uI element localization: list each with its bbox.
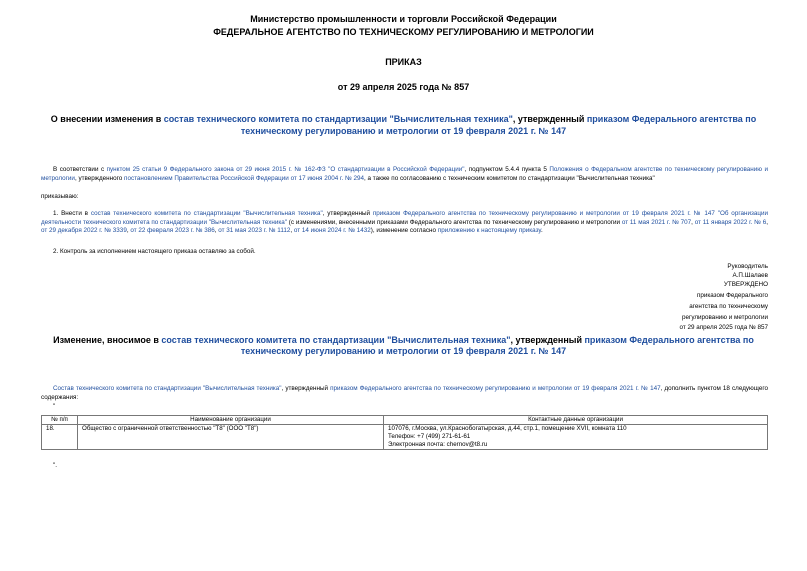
col-name-header: Наименование организации xyxy=(78,416,384,425)
link-appendix[interactable]: приложению к настоящему приказу xyxy=(437,227,541,235)
title-link-order-147[interactable]: приказом Федерального агентства по xyxy=(586,114,757,124)
link-federal-law-162[interactable]: пунктом 25 статьи 9 Федерального закона от 29 июня 2015 г. № 162-ФЗ "О стандартизации в Российской Федерации" xyxy=(106,166,465,173)
row-number: 18. xyxy=(42,425,78,450)
col-number-header: № п/п xyxy=(42,416,78,425)
link-order-6[interactable]: от 11 января 2022 г. № 6 xyxy=(694,218,767,226)
signature-name: А.П.Шалаев xyxy=(732,272,768,279)
amendment-text: Состав технического комитета по стандартизации "Вычислительная техника", утвержденный приказом Федерального агентства по техническому регулированию и метрологии от 19 февраля 2021 г. № 147, дополнить пунктом 18 следующего содержания: xyxy=(41,385,769,401)
item-2: 2. Контроль за исполнением настоящего приказа оставляю за собой. xyxy=(53,248,256,255)
signature-position: Руководитель xyxy=(727,263,768,270)
approval-line-5: от 29 апреля 2025 года № 857 xyxy=(679,324,768,331)
org-phone: Телефон: +7 (499) 271-61-61 xyxy=(384,433,768,441)
order-title: О внесении изменения в состав технического комитета по стандартизации "Вычислительная техника", утвержденный приказом Федерального агентства по xyxy=(50,114,757,124)
appendix-title-link-committee[interactable]: состав технического комитета по стандартизации "Вычислительная техника" xyxy=(161,335,511,345)
org-email[interactable]: Электронная почта: chernov@t8.ru xyxy=(384,441,768,450)
appendix-title-line2 xyxy=(0,346,807,357)
quote-open: " xyxy=(53,403,56,410)
order-title-line2 xyxy=(0,126,807,137)
link-order-707[interactable]: от 11 мая 2021 г. № 707 xyxy=(621,218,692,226)
organizations-table xyxy=(41,415,768,450)
order-word: приказываю: xyxy=(41,193,79,200)
link-order-386[interactable]: от 22 февраля 2023 г. № 386 xyxy=(130,227,215,235)
agency-name: ФЕДЕРАЛЬНОЕ АГЕНТСТВО ПО ТЕХНИЧЕСКОМУ РЕГУЛИРОВАНИЮ И МЕТРОЛОГИИ xyxy=(213,27,594,37)
link-order-1112[interactable]: от 31 мая 2023 г. № 1112 xyxy=(218,227,291,235)
approval-line-4: регулированию и метрологии xyxy=(682,314,768,321)
link-order-1432[interactable]: от 14 июня 2024 г. № 1432 xyxy=(293,227,371,235)
link-agency-regulation[interactable]: Положения о Федеральном агентстве по техническому регулированию и метрологии xyxy=(41,166,768,182)
org-address: 107076, г.Москва, ул.Краснобогатырская, д.44, стр.1, помещение XVII, комната 110 xyxy=(384,425,768,434)
appendix-title-link-order-147-cont[interactable]: техническому регулированию и метрологии от 19 февраля 2021 г. № 147 xyxy=(240,346,567,356)
link-government-decree-294[interactable]: постановлением Правительства Российской Федерации от 17 июня 2004 г. № 294 xyxy=(124,174,364,182)
link-order-147-2[interactable]: приказом Федерального агентства по техническому регулированию и метрологии от 19 февраля 2021 г. № 147 xyxy=(330,385,661,392)
link-order-147[interactable]: приказом Федерального агентства по техническому регулированию и метрологии от 19 февраля 2021 г. № 147 "Об организации деятельности технического комитета по стандартизации "Вычислительная техника" xyxy=(41,210,769,226)
appendix-title: Изменение, вносимое в состав технического комитета по стандартизации "Вычислительная техника", утвержденный приказом Федерального агентства по xyxy=(53,335,754,345)
approval-stamp: УТВЕРЖДЕНО xyxy=(723,281,768,288)
doc-type: ПРИКАЗ xyxy=(385,57,422,67)
appendix-title-link-order-147[interactable]: приказом Федерального агентства по xyxy=(584,335,754,345)
link-order-3339[interactable]: от 29 декабря 2022 г. № 3339 xyxy=(41,227,127,235)
item-1: 1. Внести в состав технического комитета по стандартизации "Вычислительная техника", утвержденный приказом Федерального агентства по техническому регулированию и метрологии от 19 февраля 2021 г. № 147 "Об организации деятельности технического комитета по стандартизации "Вычислительная техника" (с изменениями, внесенными приказами Федерального агентства по техническому регулированию и метрологии от 11 мая 2021 г. № 707, от 11 января 2022 г. № 6, от 29 декабря 2022 г. № 3339, от 22 февраля 2023 г. № 386, от 31 мая 2023 г. № 1112, от 14 июня 2024 г. № 1432), изменение согласно приложению к настоящему приказу. xyxy=(41,210,769,235)
preamble: В соответствии с пунктом 25 статьи 9 Федерального закона от 29 июня 2015 г. № 162-ФЗ "О стандартизации в Российской Федерации", подпунктом 5.4.4 пункта 5 Положения о Федеральном агентстве по техническому регулированию и метрологии, утвержденного постановлением Правительства Российской Федерации от 17 июня 2004 г. № 294, а также по согласованию с техническим комитетом по стандартизации "Вычислительная техника" xyxy=(41,166,768,182)
title-link-order-147-cont[interactable]: техническому регулированию и метрологии от 19 февраля 2021 г. № 147 xyxy=(240,126,567,136)
doc-date-number: от 29 апреля 2025 года № 857 xyxy=(337,82,470,92)
approval-line-3: агентства по техническому xyxy=(689,303,768,310)
title-link-committee[interactable]: состав технического комитета по стандартизации "Вычислительная техника" xyxy=(163,114,513,124)
approval-line-2: приказом Федерального xyxy=(696,292,768,299)
org-name: Общество с ограниченной ответственностью "Т8" (ООО "Т8") xyxy=(78,425,384,450)
table-header-row xyxy=(42,416,768,425)
link-committee-composition[interactable]: состав технического комитета по стандартизации "Вычислительная техника" xyxy=(90,210,323,217)
table-row xyxy=(42,425,768,434)
col-contact-header: Контактные данные организации xyxy=(384,416,768,425)
ministry-name: Министерство промышленности и торговли Российской Федерации xyxy=(250,14,557,24)
link-committee-composition-2[interactable]: Состав технического комитета по стандартизации "Вычислительная техника" xyxy=(53,385,282,392)
quote-close: ". xyxy=(53,462,57,469)
